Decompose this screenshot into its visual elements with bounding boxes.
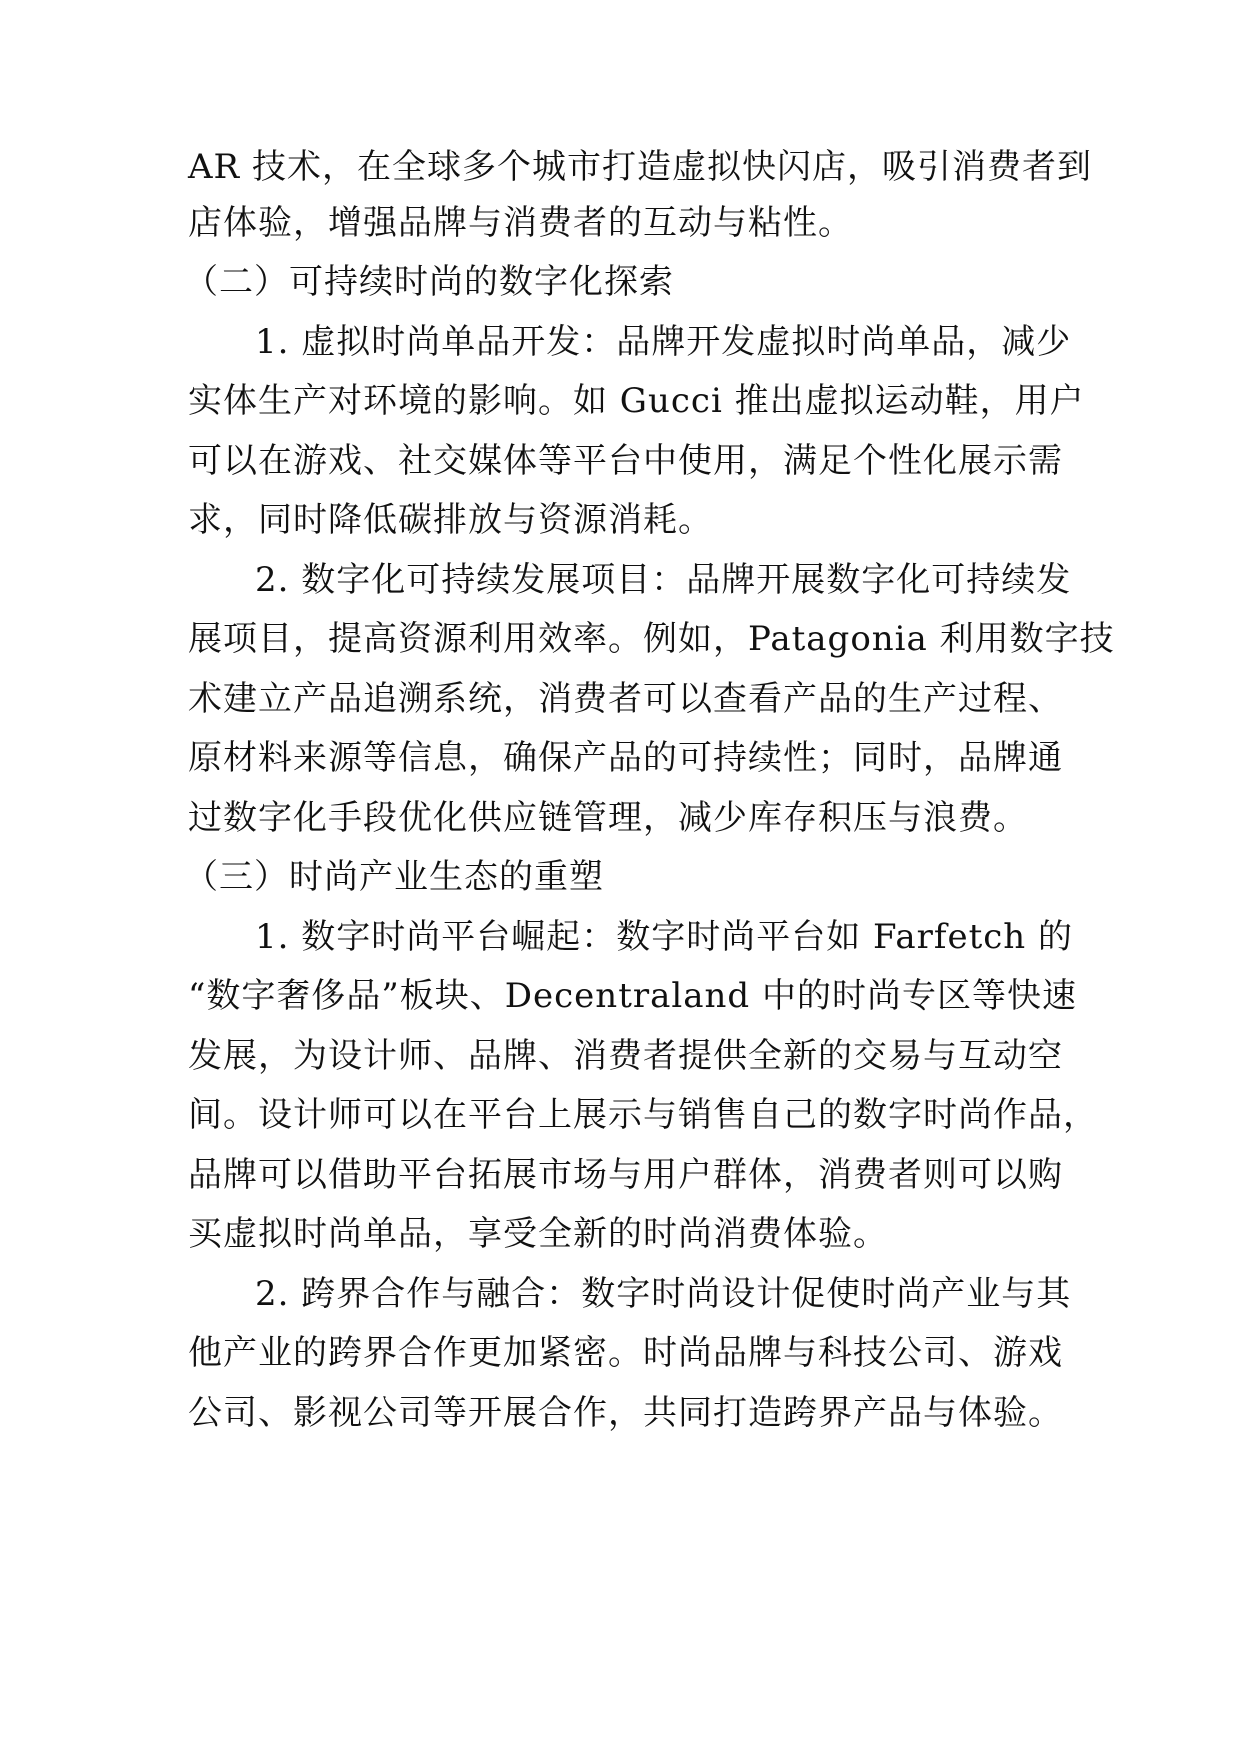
paragraph-line: 过数字化手段优化供应链管理，减少库存积压与浪费。 (188, 798, 1028, 838)
paragraph-line: 发展，为设计师、品牌、消费者提供全新的交易与互动空 (188, 1036, 1063, 1076)
paragraph-line: 展项目，提高资源利用效率。例如，Patagonia 利用数字技 (188, 619, 1115, 659)
paragraph-line: 1. 数字时尚平台崛起：数字时尚平台如 Farfetch 的 (255, 917, 1073, 957)
paragraph-line: 2. 跨界合作与融合：数字时尚设计促使时尚产业与其 (255, 1274, 1072, 1314)
section-heading: （三）时尚产业生态的重塑 (184, 857, 604, 897)
paragraph-line: 实体生产对环境的影响。如 Gucci 推出虚拟运动鞋，用户 (188, 381, 1085, 421)
paragraph-line: 店体验，增强品牌与消费者的互动与粘性。 (188, 203, 853, 243)
paragraph-line: 原材料来源等信息，确保产品的可持续性；同时，品牌通 (188, 738, 1063, 778)
paragraph-line: 间。设计师可以在平台上展示与销售自己的数字时尚作品， (188, 1095, 1098, 1135)
paragraph-line: 他产业的跨界合作更加紧密。时尚品牌与科技公司、游戏 (188, 1333, 1063, 1373)
paragraph-line: 求，同时降低碳排放与资源消耗。 (188, 500, 713, 540)
paragraph-line: 品牌可以借助平台拓展市场与用户群体，消费者则可以购 (188, 1155, 1063, 1195)
paragraph-line: 可以在游戏、社交媒体等平台中使用，满足个性化展示需 (188, 441, 1063, 481)
paragraph-line: 买虚拟时尚单品，享受全新的时尚消费体验。 (188, 1214, 888, 1254)
paragraph-line: 1. 虚拟时尚单品开发：品牌开发虚拟时尚单品，减少 (255, 322, 1072, 362)
section-heading: （二）可持续时尚的数字化探索 (184, 262, 674, 302)
paragraph-line: AR 技术，在全球多个城市打造虚拟快闪店，吸引消费者到 (188, 147, 1092, 187)
paragraph-line: 术建立产品追溯系统，消费者可以查看产品的生产过程、 (188, 679, 1063, 719)
paragraph-line: 公司、影视公司等开展合作，共同打造跨界产品与体验。 (188, 1393, 1063, 1433)
paragraph-line: 2. 数字化可持续发展项目：品牌开展数字化可持续发 (255, 560, 1072, 600)
paragraph-line: “数字奢侈品”板块、Decentraland 中的时尚专区等快速 (188, 976, 1078, 1016)
